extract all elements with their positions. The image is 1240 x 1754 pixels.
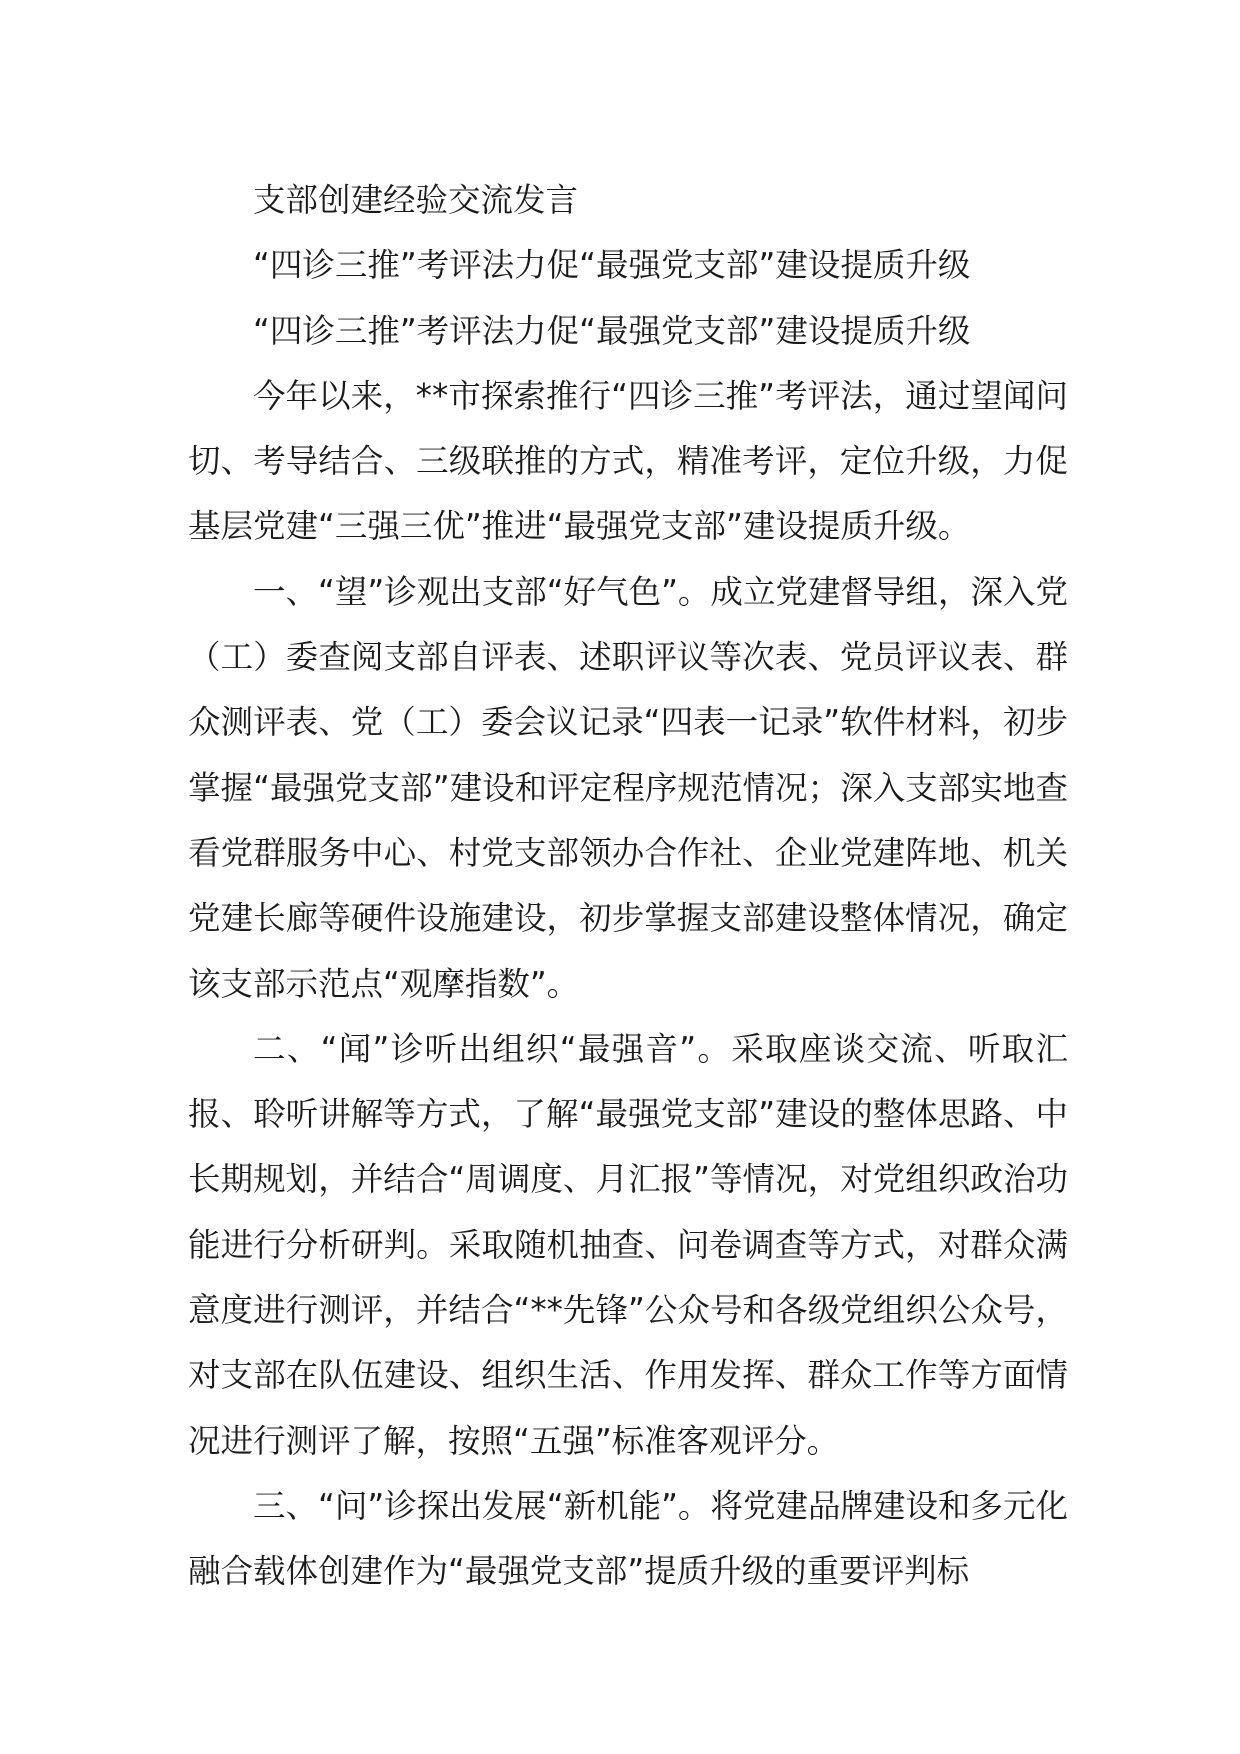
paragraph-intro: 今年以来，**市探索推行“四诊三推”考评法，通过望闻问切、考导结合、三级联推的方式，精准考评，定位升级，力促基层党建“三强三优”推进“最强党支部”建设提质升级。 (188, 376, 1068, 546)
title-line-2: “四诊三推”考评法力促“最强党支部”建设提质升级 (253, 311, 971, 350)
paragraph-section-1: 一、“望”诊观出支部“好气色”。成立党建督导组，深入党（工）委查阅支部自评表、述职评议等次表、党员评议表、群众测评表、党（工）委会议记录“四表一记录”软件材料，初步掌握“最强党支部”建设和评定程序规范情况；深入支部实地查看党群服务中心、村党支部领办合作社、企业党建阵地、机关党建长廊等硬件设施建设，初步掌握支部建设整体情况，确定该支部示范点“观摩指数”。 (188, 572, 1068, 1003)
paragraph-section-2: 二、“闻”诊听出组织“最强音”。采取座谈交流、听取汇报、聆听讲解等方式，了解“最强党支部”建设的整体思路、中长期规划，并结合“周调度、月汇报”等情况，对党组织政治功能进行分析研判。采取随机抽查、问卷调查等方式，对群众满意度进行测评，并结合“**先锋”公众号和各级党组织公众号，对支部在队伍建设、组织生活、作用发挥、群众工作等方面情况进行测评了解，按照“五强”标准客观评分。 (188, 1029, 1068, 1460)
document-body (188, 168, 1068, 1605)
title-line-1: “四诊三推”考评法力促“最强党支部”建设提质升级 (253, 246, 971, 285)
paragraph-section-3: 三、“问”诊探出发展“新机能”。将党建品牌建设和多元化融合载体创建作为“最强党支部”提质升级的重要评判标 (188, 1486, 1068, 1591)
heading: 支部创建经验交流发言 (253, 181, 579, 219)
